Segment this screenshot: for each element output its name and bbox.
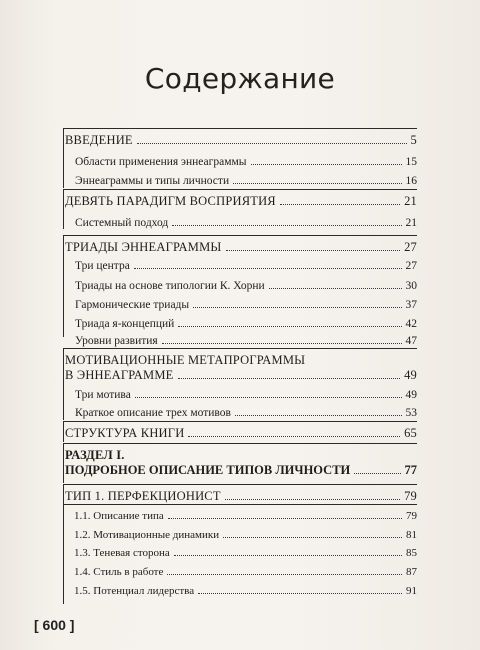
toc-entry[interactable]: Триады на основе типологии К. Хорни 30 [75, 280, 417, 292]
toc-entry[interactable]: Системный подход 21 [75, 217, 417, 229]
toc-entry-heading-line: МОТИВАЦИОННЫЕ МЕТАПРОГРАММЫ [65, 353, 306, 367]
section-rule [63, 504, 417, 505]
toc-entry[interactable]: 1.4. Стиль в работе 87 [74, 566, 417, 578]
section-rule [63, 348, 417, 349]
section-heading: РАЗДЕЛ I. [65, 448, 125, 462]
section-rule [63, 421, 417, 422]
section-bar [63, 235, 64, 337]
toc-entry[interactable]: Эннеаграммы и типы личности 16 [75, 175, 417, 187]
section-bar [63, 348, 64, 420]
toc-entry-introduction[interactable]: ВВЕДЕНИЕ 5 [65, 133, 417, 147]
section-bar [63, 128, 64, 188]
toc-entry[interactable]: 1.2. Мотивационные динамики 81 [74, 529, 417, 541]
section-rule [63, 443, 417, 444]
toc-entry-paradigms[interactable]: ДЕВЯТЬ ПАРАДИГМ ВОСПРИЯТИЯ 21 [65, 194, 417, 208]
section-rule [63, 235, 417, 236]
toc-entry-part-1[interactable]: ПОДРОБНОЕ ОПИСАНИЕ ТИПОВ ЛИЧНОСТИ 77 [65, 463, 417, 477]
toc-entry[interactable]: Краткое описание трех мотивов 53 [75, 407, 417, 419]
toc-entry-type-1[interactable]: ТИП 1. ПЕРФЕКЦИОНИСТ 79 [65, 489, 417, 503]
section-rule [63, 484, 417, 485]
section-bar [63, 443, 64, 483]
section-rule [63, 128, 417, 129]
toc-entry[interactable]: Три мотива 49 [75, 389, 417, 401]
section-bar [63, 189, 64, 229]
toc-entry[interactable]: Гармонические триады 37 [75, 299, 417, 311]
section-bar [63, 421, 64, 442]
toc-entry[interactable]: 1.1. Описание типа 79 [74, 510, 417, 522]
toc-entry[interactable]: Три центра 27 [75, 260, 417, 272]
toc-entry-structure[interactable]: СТРУКТУРА КНИГИ 65 [65, 426, 417, 440]
toc-entry-metaprograms[interactable]: В ЭННЕАГРАММЕ 49 [65, 368, 417, 382]
toc-entry[interactable]: Триада я-концепций 42 [75, 318, 417, 330]
toc-entry[interactable]: Области применения эннеаграммы 15 [75, 156, 417, 168]
page-title: Содержание [144, 62, 336, 95]
toc-entry[interactable]: 1.3. Теневая сторона 85 [74, 547, 417, 559]
section-rule [63, 189, 417, 190]
section-bar [63, 484, 64, 604]
toc-entry[interactable]: 1.5. Потенциал лидерства 91 [74, 585, 417, 597]
toc-entry[interactable]: Уровни развития 47 [75, 335, 417, 347]
toc-entry-triads[interactable]: ТРИАДЫ ЭННЕАГРАММЫ 27 [65, 240, 417, 254]
page-number: [ 600 ] [34, 617, 75, 633]
